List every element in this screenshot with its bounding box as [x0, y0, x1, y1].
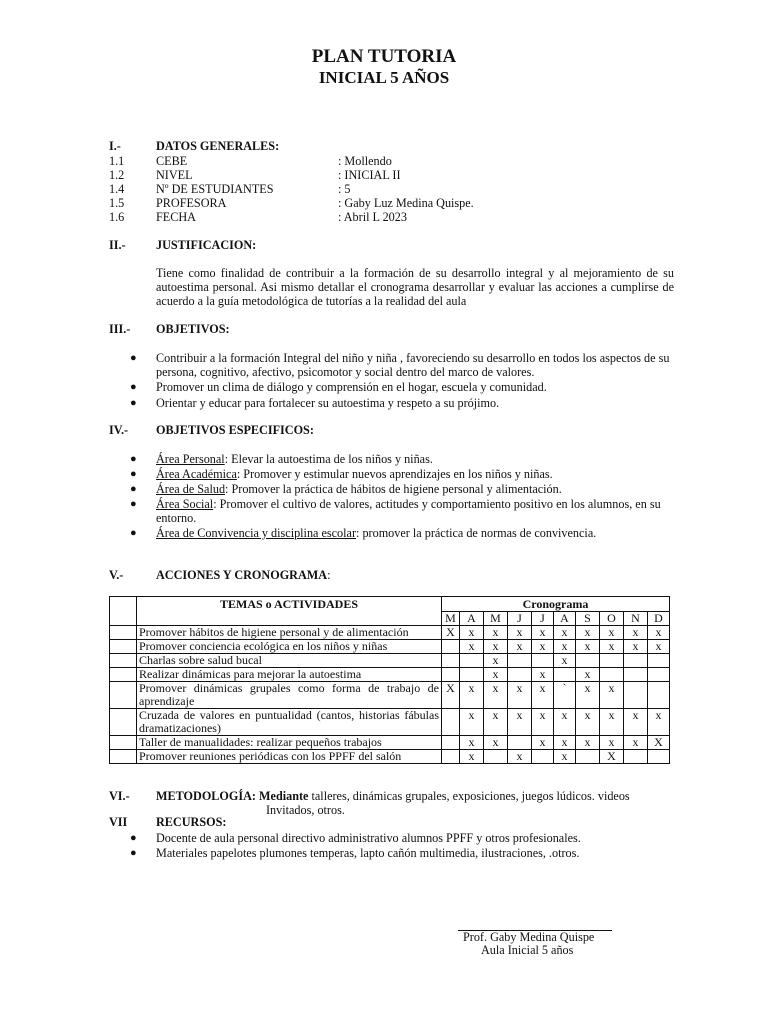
schedule-cell: x — [576, 668, 600, 682]
schedule-cell: x — [532, 709, 554, 736]
section-heading: DATOS GENERALES: — [156, 139, 280, 153]
schedule-cell — [532, 750, 554, 764]
schedule-cell: x — [576, 640, 600, 654]
list-item — [156, 526, 676, 540]
area-text: : promover la práctica de normas de convivencia. — [356, 526, 597, 540]
table-row — [110, 654, 670, 668]
section-heading-suffix: : — [327, 568, 331, 582]
list-item — [156, 452, 676, 466]
schedule-cell: x — [508, 640, 532, 654]
datos-num: 1.4 — [109, 182, 125, 196]
activity-cell: Realizar dinámicas para mejorar la autoestima — [137, 668, 442, 682]
schedule-cell: x — [484, 668, 508, 682]
schedule-cell: X — [600, 750, 624, 764]
page-subtitle: INICIAL 5 AÑOS — [318, 68, 450, 87]
schedule-cell — [442, 668, 460, 682]
schedule-cell: x — [532, 668, 554, 682]
month-header: N — [624, 612, 648, 626]
metodologia-line2: Invitados, otros. — [266, 803, 345, 817]
schedule-cell — [442, 709, 460, 736]
schedule-cell — [648, 668, 670, 682]
schedule-cell: x — [532, 736, 554, 750]
schedule-cell: x — [554, 626, 576, 640]
schedule-cell: x — [600, 736, 624, 750]
table-header-row — [110, 597, 670, 612]
schedule-cell — [442, 736, 460, 750]
table-row — [110, 626, 670, 640]
datos-value: : 5 — [338, 182, 351, 196]
area-label: Área Social — [156, 497, 214, 511]
bullet-icon: ● — [130, 453, 137, 465]
table-row — [110, 750, 670, 764]
schedule-cell — [648, 654, 670, 668]
activity-cell: Promover conciencia ecológica en los niños y niñas — [137, 640, 442, 654]
schedule-cell: x — [554, 640, 576, 654]
bullet-icon: ● — [130, 527, 137, 539]
schedule-cell: x — [460, 736, 484, 750]
section-heading-text: ACCIONES Y CRONOGRAMA — [156, 568, 328, 582]
justificacion-text: Tiene como finalidad de contribuir a la formación de su desarrollo integral y al mejoramiento de su autoestima personal. Asi mismo detallar el cronograma desarrollar y evaluar las acciones a cumplirse de acuerdo a la guía metodológica de tutorías a la realidad del aula — [156, 266, 674, 308]
month-header: S — [576, 612, 600, 626]
schedule-cell: x — [460, 626, 484, 640]
table-row — [110, 682, 670, 709]
cronograma-table — [109, 596, 670, 764]
list-item: Promover un clima de diálogo y comprensión en el hogar, escuela y comunidad. — [156, 380, 547, 394]
datos-num: 1.5 — [109, 196, 125, 210]
month-header: D — [648, 612, 670, 626]
section-number: VII — [109, 815, 128, 829]
list-item — [156, 467, 676, 481]
section-heading: METODOLOGÍA: — [156, 789, 256, 803]
schedule-cell: x — [460, 750, 484, 764]
schedule-cell: x — [554, 736, 576, 750]
list-item — [156, 482, 676, 496]
schedule-cell: x — [508, 682, 532, 709]
activity-cell: Cruzada de valores en puntualidad (cantos, historias fábulas dramatizaciones) — [137, 709, 442, 736]
section-number: VI.- — [109, 789, 130, 803]
datos-num: 1.1 — [109, 154, 125, 168]
activity-cell: Promover reuniones periódicas con los PPFF del salón — [137, 750, 442, 764]
schedule-cell: x — [484, 654, 508, 668]
metodologia-lead: Mediante — [259, 789, 309, 803]
list-item: Docente de aula personal directivo administrativo alumnos PPFF y otros profesionales. — [156, 831, 581, 845]
schedule-cell — [600, 668, 624, 682]
datos-label: CEBE — [156, 154, 188, 168]
schedule-cell: X — [442, 626, 460, 640]
schedule-cell — [576, 750, 600, 764]
datos-label: NIVEL — [156, 168, 193, 182]
bullet-icon: ● — [130, 352, 137, 364]
schedule-cell: x — [576, 682, 600, 709]
table-corner-cell — [110, 597, 137, 626]
schedule-cell: x — [484, 682, 508, 709]
activity-cell: Promover hábitos de higiene personal y de alimentación — [137, 626, 442, 640]
schedule-cell: x — [600, 640, 624, 654]
schedule-cell — [554, 668, 576, 682]
schedule-cell — [600, 654, 624, 668]
datos-value: : INICIAL II — [338, 168, 401, 182]
list-item: Orientar y educar para fortalecer su autoestima y respeto a su prójimo. — [156, 396, 500, 410]
signature-role: Aula Inicial 5 años — [481, 943, 574, 957]
schedule-cell: x — [554, 750, 576, 764]
schedule-cell — [532, 654, 554, 668]
schedule-cell: x — [600, 626, 624, 640]
section-heading — [156, 568, 330, 583]
schedule-cell: x — [576, 626, 600, 640]
datos-value: : Mollendo — [338, 154, 392, 168]
month-header: M — [442, 612, 460, 626]
schedule-cell: x — [576, 709, 600, 736]
schedule-cell: x — [460, 682, 484, 709]
area-text: : Promover la práctica de hábitos de higiene personal y alimentación. — [225, 482, 562, 496]
schedule-cell: x — [460, 709, 484, 736]
section-number: V.- — [109, 568, 124, 582]
schedule-cell: x — [460, 640, 484, 654]
schedule-cell: x — [484, 709, 508, 736]
schedule-cell: x — [508, 750, 532, 764]
month-header: A — [460, 612, 484, 626]
schedule-cell — [442, 750, 460, 764]
schedule-cell — [508, 668, 532, 682]
row-index-cell — [110, 640, 137, 654]
signature-name: Prof. Gaby Medina Quispe — [463, 930, 595, 944]
col-cronograma-header: Cronograma — [442, 597, 670, 612]
schedule-cell — [442, 654, 460, 668]
schedule-cell — [624, 654, 648, 668]
row-index-cell — [110, 736, 137, 750]
schedule-cell — [508, 736, 532, 750]
schedule-cell: x — [576, 736, 600, 750]
section-heading: OBJETIVOS: — [156, 322, 230, 336]
bullet-icon: ● — [130, 832, 137, 844]
area-text: : Elevar la autoestima de los niños y niñas. — [224, 452, 433, 466]
section-number: IV.- — [109, 423, 129, 437]
schedule-cell: x — [484, 736, 508, 750]
metodologia-line — [156, 789, 630, 804]
table-row — [110, 668, 670, 682]
month-header: J — [532, 612, 554, 626]
bullet-icon: ● — [130, 847, 137, 859]
bullet-icon: ● — [130, 483, 137, 495]
schedule-cell — [648, 750, 670, 764]
row-index-cell — [110, 654, 137, 668]
schedule-cell: x — [648, 709, 670, 736]
col-temas-header: TEMAS o ACTIVIDADES — [137, 597, 442, 626]
datos-num: 1.6 — [109, 210, 125, 224]
schedule-cell: x — [648, 626, 670, 640]
schedule-cell — [648, 682, 670, 709]
datos-value: : Gaby Luz Medina Quispe. — [338, 196, 474, 210]
schedule-cell: ˋ — [554, 682, 576, 709]
list-item: Contribuir a la formación Integral del niño y niña , favoreciendo su desarrollo en todos los aspectos de su persona, cognitivo, afectivo, psicomotor y social dentro del marco de valores. — [156, 351, 670, 379]
row-index-cell — [110, 626, 137, 640]
section-number: III.- — [109, 322, 131, 336]
area-label: Área de Convivencia y disciplina escolar — [156, 526, 357, 540]
table-row — [110, 709, 670, 736]
section-heading: OBJETIVOS ESPECIFICOS: — [156, 423, 314, 437]
schedule-cell — [460, 668, 484, 682]
datos-label: PROFESORA — [156, 196, 227, 210]
schedule-cell: x — [508, 709, 532, 736]
schedule-cell: x — [554, 709, 576, 736]
area-label: Área Personal — [156, 452, 225, 466]
schedule-cell: x — [554, 654, 576, 668]
month-header: J — [508, 612, 532, 626]
schedule-cell: x — [532, 682, 554, 709]
month-header: O — [600, 612, 624, 626]
schedule-cell: x — [484, 626, 508, 640]
bullet-icon: ● — [130, 397, 137, 409]
area-label: Área de Salud — [156, 482, 226, 496]
month-header: M — [484, 612, 508, 626]
month-header: A — [554, 612, 576, 626]
datos-num: 1.2 — [109, 168, 125, 182]
table-row — [110, 736, 670, 750]
schedule-cell — [484, 750, 508, 764]
bullet-icon: ● — [130, 381, 137, 393]
list-item: Materiales papelotes plumones temperas, lapto cañón multimedia, ilustraciones, .otros. — [156, 846, 580, 860]
row-index-cell — [110, 750, 137, 764]
schedule-cell: x — [624, 626, 648, 640]
area-label: Área Académica — [156, 467, 237, 481]
activity-cell: Taller de manualidades: realizar pequeños trabajos — [137, 736, 442, 750]
activity-cell: Promover dinámicas grupales como forma de trabajo de aprendizaje — [137, 682, 442, 709]
row-index-cell — [110, 668, 137, 682]
schedule-cell: x — [532, 640, 554, 654]
schedule-cell — [460, 654, 484, 668]
schedule-cell: x — [624, 736, 648, 750]
schedule-cell — [576, 654, 600, 668]
row-index-cell — [110, 709, 137, 736]
area-text: : Promover el cultivo de valores, actitudes y comportamiento positivo en los alumnos, en su entorno. — [156, 497, 661, 525]
activity-cell: Charlas sobre salud bucal — [137, 654, 442, 668]
page-title: PLAN TUTORIA — [311, 46, 457, 67]
schedule-cell — [442, 640, 460, 654]
list-item — [156, 497, 676, 525]
schedule-cell: x — [508, 626, 532, 640]
section-number: II.- — [109, 238, 126, 252]
datos-label: FECHA — [156, 210, 196, 224]
schedule-cell: x — [624, 640, 648, 654]
section-heading: JUSTIFICACION: — [156, 238, 257, 252]
bullet-icon: ● — [130, 498, 137, 510]
schedule-cell: x — [532, 626, 554, 640]
schedule-cell: x — [600, 682, 624, 709]
schedule-cell: x — [600, 709, 624, 736]
section-number: I.- — [109, 139, 121, 153]
datos-value: : Abril L 2023 — [338, 210, 407, 224]
datos-label: Nº DE ESTUDIANTES — [156, 182, 274, 196]
bullet-icon: ● — [130, 468, 137, 480]
area-text: : Promover y estimular nuevos aprendizajes en los niños y niñas. — [236, 467, 553, 481]
schedule-cell: x — [484, 640, 508, 654]
section-heading: RECURSOS: — [156, 815, 227, 829]
schedule-cell: x — [648, 640, 670, 654]
table-row — [110, 640, 670, 654]
row-index-cell — [110, 682, 137, 709]
schedule-cell — [624, 750, 648, 764]
schedule-cell: X — [648, 736, 670, 750]
schedule-cell — [624, 668, 648, 682]
schedule-cell — [508, 654, 532, 668]
schedule-cell: X — [442, 682, 460, 709]
schedule-cell: x — [624, 709, 648, 736]
metodologia-text: talleres, dinámicas grupales, exposiciones, juegos lúdicos. videos — [308, 789, 630, 803]
schedule-cell — [624, 682, 648, 709]
